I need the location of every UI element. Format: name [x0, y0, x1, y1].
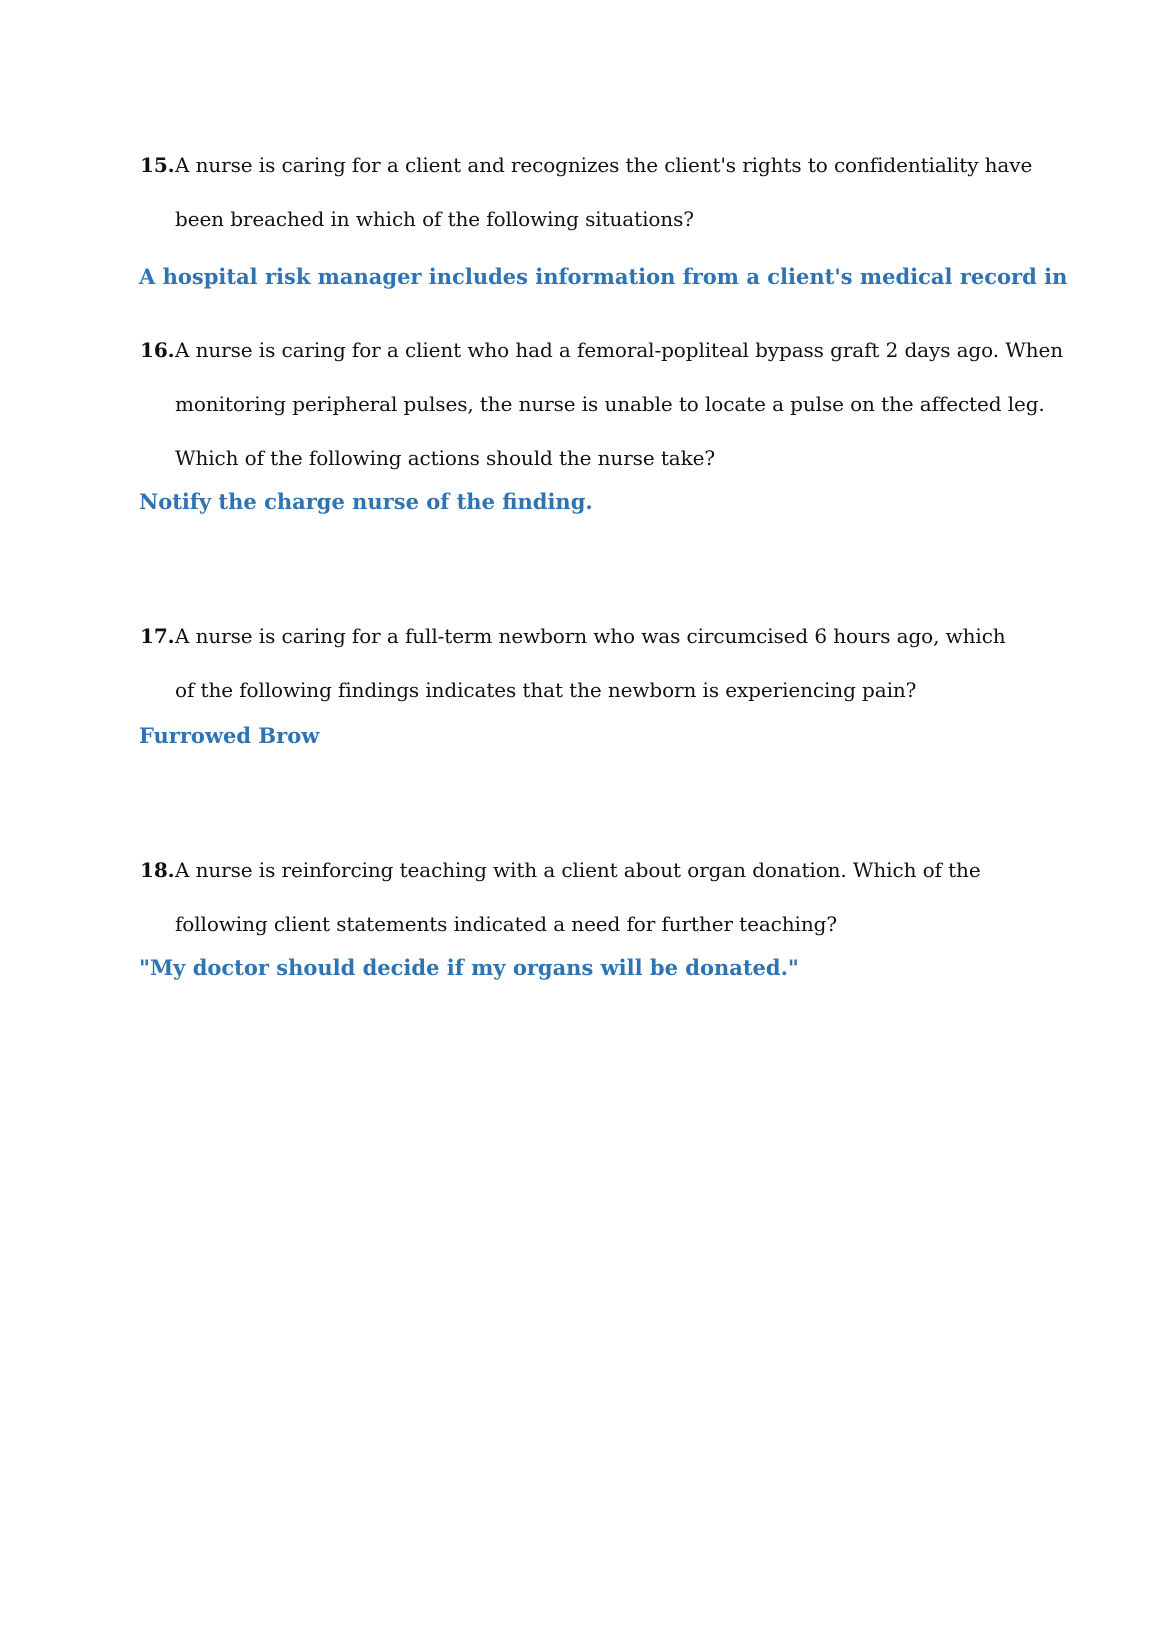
- question-text-line: been breached in which of the following situations?: [175, 207, 694, 231]
- question-text-line: Which of the following actions should the nurse take?: [175, 446, 715, 470]
- question-number: 15.: [140, 153, 175, 177]
- question-text-line: A nurse is caring for a client and recognizes the client's rights to confidentiality have: [175, 153, 1033, 177]
- answer-15: A hospital risk manager includes information from a client's medical record in: [139, 264, 1068, 289]
- question-text-line: of the following findings indicates that the newborn is experiencing pain?: [175, 678, 917, 702]
- question-17: [140, 609, 1040, 717]
- question-text-line: A nurse is caring for a client who had a femoral-popliteal bypass graft 2 days ago. When: [175, 338, 1063, 362]
- question-number: 17.: [140, 624, 175, 648]
- question-number: 18.: [140, 858, 175, 882]
- question-16: [140, 323, 1063, 485]
- question-text-line: A nurse is caring for a full-term newborn who was circumcised 6 hours ago, which: [175, 624, 1006, 648]
- answer-17: Furrowed Brow: [139, 723, 320, 748]
- question-number: 16.: [140, 338, 175, 362]
- question-text-line: following client statements indicated a need for further teaching?: [175, 912, 837, 936]
- answer-18: "My doctor should decide if my organs will be donated.": [139, 955, 799, 980]
- question-text-line: A nurse is reinforcing teaching with a client about organ donation. Which of the: [175, 858, 981, 882]
- question-text-line: monitoring peripheral pulses, the nurse is unable to locate a pulse on the affected leg.: [175, 392, 1045, 416]
- question-18: [140, 843, 1040, 951]
- answer-16: Notify the charge nurse of the finding.: [139, 489, 593, 514]
- question-15: [140, 138, 1040, 246]
